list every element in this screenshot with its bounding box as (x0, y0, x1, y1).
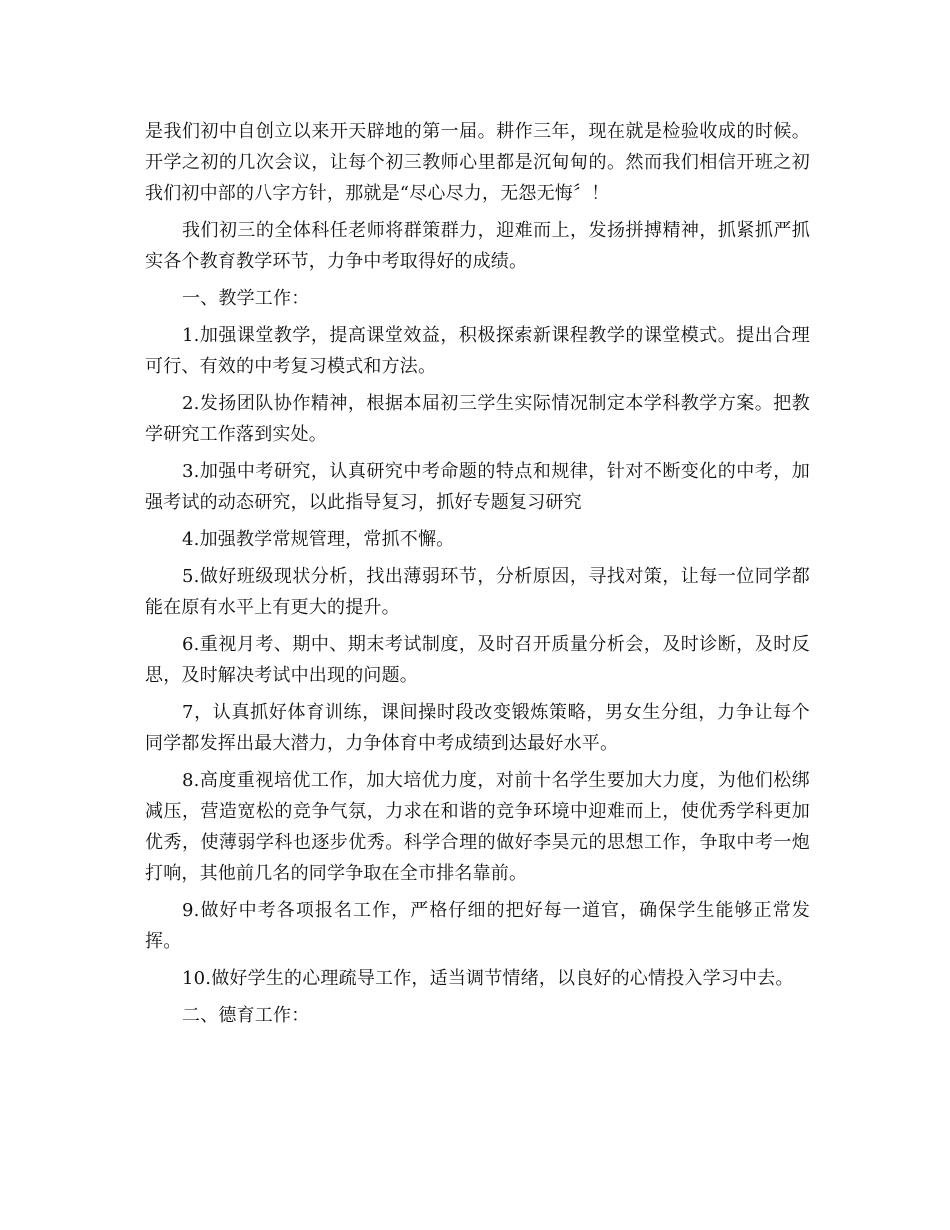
list-item-1: 1.加强课堂教学，提高课堂效益，积极探索新课程教学的课堂模式。提出合理可行、有效的中考复习模式和方法。 (145, 325, 810, 377)
section-heading-teaching: 一、教学工作： (182, 288, 310, 309)
section-heading-moral-education: 二、德育工作： (182, 1005, 310, 1026)
list-item-6: 6.重视月考、期中、期末考试制度，及时召开质量分析会，及时诊断，及时反思，及时解决考试中出现的问题。 (145, 634, 810, 686)
list-item-3: 3.加强中考研究，认真研究中考命题的特点和规律，针对不断变化的中考，加强考试的动态研究，以此指导复习，抓好专题复习研究 (145, 461, 810, 513)
list-item-7: 7，认真抓好体育训练，课间操时段改变锻炼策略，男女生分组，力争让每个同学都发挥出最大潜力，力争体育中考成绩到达最好水平。 (145, 702, 810, 754)
list-item-9: 9.做好中考各项报名工作，严格仔细的把好每一道官，确保学生能够正常发挥。 (145, 900, 810, 952)
list-item-5: 5.做好班级现状分析，找出薄弱环节，分析原因，寻找对策，让每一位同学都能在原有水平上有更大的提升。 (145, 566, 810, 618)
list-item-8: 8.高度重视培优工作，加大培优力度，对前十名学生要加大力度，为他们松绑减压，营造宽松的竞争气氛，力求在和谐的竞争环境中迎难而上，使优秀学科更加优秀，使薄弱学科也逐步优秀。科学合理的做好李昊元的思想工作，争取中考一炮打响，其他前几名的同学争取在全市排名靠前。 (145, 770, 810, 884)
document-body (145, 116, 810, 1037)
list-item-4: 4.加强教学常规管理，常抓不懈。 (182, 529, 455, 550)
paragraph-team-commitment: 我们初三的全体科任老师将群策群力，迎难而上，发扬拼搏精神，抓紧抓严抓实各个教育教学环节，力争中考取得好的成绩。 (145, 220, 810, 272)
list-item-10: 10.做好学生的心理疏导工作，适当调节情绪，以良好的心情投入学习中去。 (182, 968, 794, 989)
paragraph-intro-continued: 是我们初中自创立以来开天辟地的第一届。耕作三年，现在就是检验收成的时候。开学之初的几次会议，让每个初三教师心里都是沉甸甸的。然而我们相信开班之初我们初中部的八字方针，那就是“尽心尽力，无怨无悔〞！ (145, 121, 810, 204)
list-item-2: 2.发扬团队协作精神，根据本届初三学生实际情况制定本学科教学方案。把教学研究工作落到实处。 (145, 393, 810, 445)
